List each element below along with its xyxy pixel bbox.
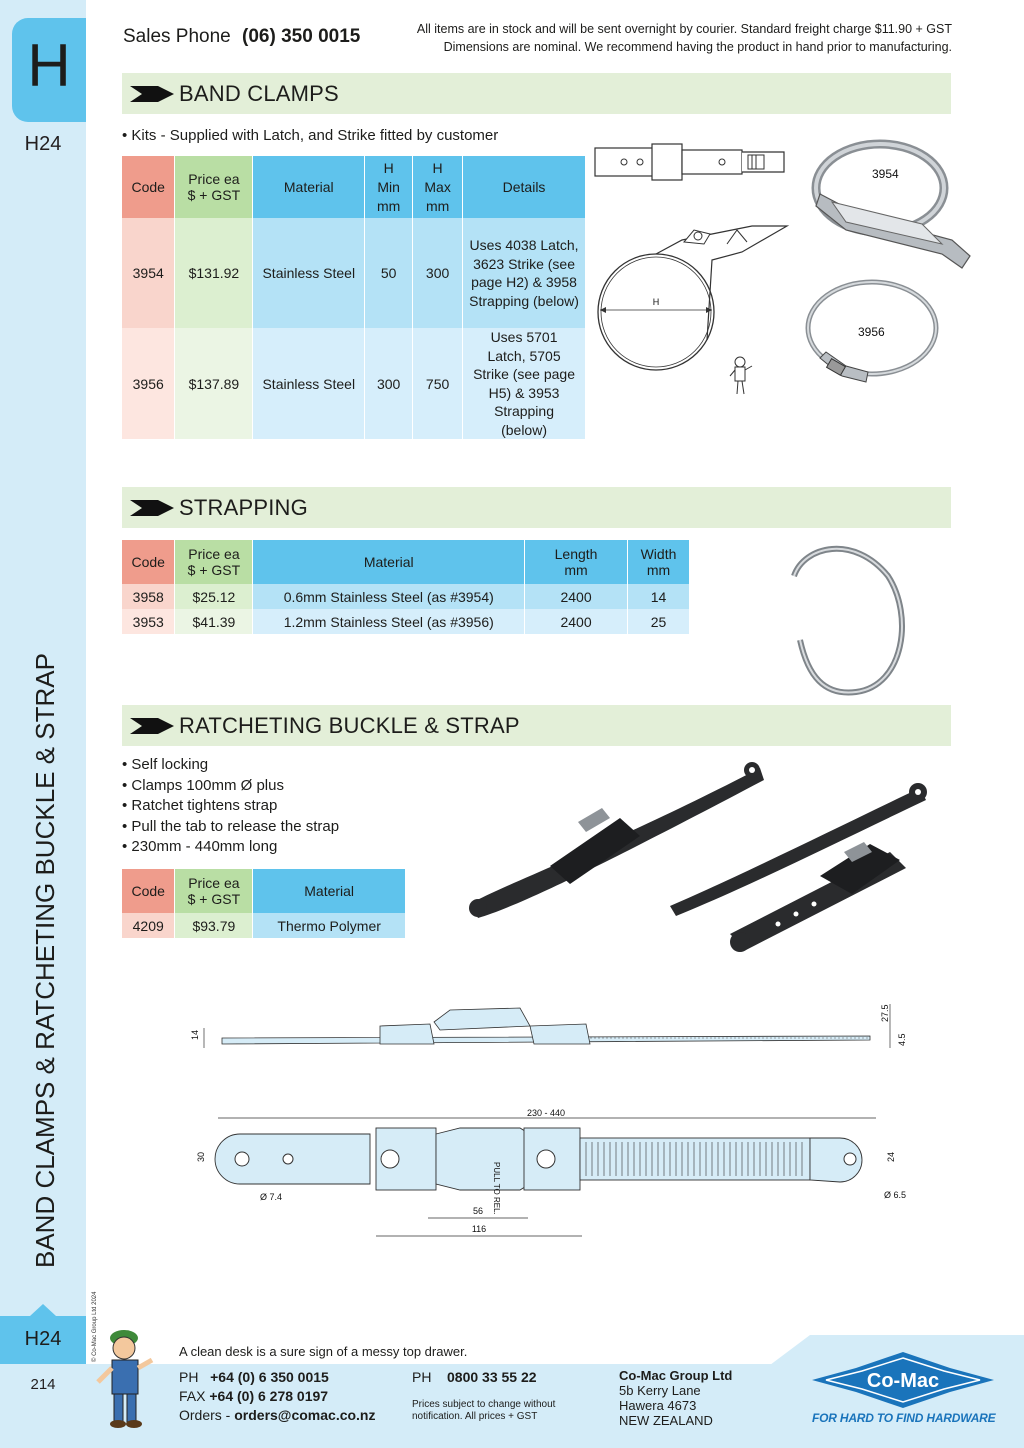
section-arrow-icon xyxy=(130,86,174,102)
col-header-length: Length mm xyxy=(525,540,628,584)
footer-fax xyxy=(179,1387,328,1406)
col-header-price: Price ea $ + GST xyxy=(175,869,253,913)
cell-hmin: 50 xyxy=(365,218,413,328)
cell-code: 3956 xyxy=(122,328,175,439)
dim-hole-right: Ø 6.5 xyxy=(884,1190,907,1200)
cell-code: 3954 xyxy=(122,218,175,328)
disclaimer-line: Prices subject to change without xyxy=(412,1399,556,1410)
phone-label: PH xyxy=(179,1369,199,1385)
fax-label: FAX xyxy=(179,1388,206,1404)
page-code-bottom: H24 xyxy=(24,1328,62,1350)
cell-hmin: 300 xyxy=(365,328,413,439)
diameter-label: H xyxy=(652,297,660,307)
page-code-top: H24 xyxy=(24,133,62,155)
address-line: 5b Kerry Lane xyxy=(619,1383,701,1398)
cell-price: $93.79 xyxy=(175,913,253,938)
clamp-3956-photo xyxy=(802,276,942,392)
table-row xyxy=(122,584,690,609)
sales-phone-label: Sales Phone xyxy=(123,26,231,47)
section-arrow-icon xyxy=(130,718,174,734)
cell-code: 3958 xyxy=(122,584,175,609)
table-row xyxy=(122,913,406,938)
sales-phone xyxy=(123,26,360,48)
cell-material: Stainless Steel xyxy=(253,218,365,328)
footer-phone xyxy=(179,1368,329,1387)
feature-item: • Self locking xyxy=(122,756,209,773)
dim-height-right: 24 xyxy=(886,1151,896,1162)
dim-side-bottom: 4.5 xyxy=(897,1033,907,1046)
ratchet-strap-photo xyxy=(460,756,940,962)
notice-line: All items are in stock and will be sent overnight by courier. Standard freight charge $11.90 + GST xyxy=(416,22,952,36)
company-name: Co-Mac Group Ltd xyxy=(619,1368,733,1383)
notice-line: Dimensions are nominal. We recommend having the product in hand prior to manufacturing. xyxy=(443,40,952,54)
brand-tagline: FOR HARD TO FIND HARDWARE xyxy=(812,1411,996,1425)
vertical-section-title: BAND CLAMPS & RATCHETING BUCKLE & STRAP xyxy=(30,653,60,1268)
phone-number[interactable]: +64 (0) 6 350 0015 xyxy=(210,1369,329,1385)
cell-details: Uses 4038 Latch, 3623 Strike (see page H2) & 3958 Strapping (below) xyxy=(463,218,586,328)
band-clamp-side-drawing xyxy=(592,220,792,400)
section-title: STRAPPING xyxy=(179,495,308,520)
dim-overall: 230 - 440 xyxy=(526,1108,566,1118)
table-row xyxy=(122,328,586,439)
col-header-hmax: H Max mm xyxy=(413,156,463,218)
dim-height-left: 30 xyxy=(196,1151,206,1162)
footer-orders xyxy=(179,1406,376,1425)
logo-text: Co-Mac xyxy=(866,1370,940,1392)
shipping-notice xyxy=(372,20,952,56)
cell-width: 25 xyxy=(628,609,690,634)
ratchet-header xyxy=(122,705,951,746)
address-line: NEW ZEALAND xyxy=(619,1413,713,1428)
dim-side-h: 14 xyxy=(190,1029,200,1040)
dim-side-top: 27.5 xyxy=(880,1004,890,1022)
col-header-hmin: H Min mm xyxy=(365,156,413,218)
table-header-row xyxy=(122,156,586,218)
feature-item: • 230mm - 440mm long xyxy=(122,838,278,856)
cell-material: 1.2mm Stainless Steel (as #3956) xyxy=(253,609,525,634)
cell-code: 4209 xyxy=(122,913,175,938)
col-header-code: Code xyxy=(122,156,175,218)
col-header-code: Code xyxy=(122,540,175,584)
col-header-details: Details xyxy=(463,156,586,218)
orders-label: Orders - xyxy=(179,1407,231,1423)
band-clamps-note: • Kits - Supplied with Latch, and Strike fitted by customer xyxy=(122,127,499,144)
cell-price: $137.89 xyxy=(175,328,253,439)
comac-logo[interactable] xyxy=(810,1350,996,1410)
col-header-material: Material xyxy=(253,869,406,913)
cell-length: 2400 xyxy=(525,584,628,609)
photo-label-3956: 3956 xyxy=(858,325,885,339)
cell-length: 2400 xyxy=(525,609,628,634)
clamp-3954-photo xyxy=(802,136,978,276)
mascot-small-icon xyxy=(730,357,752,394)
col-header-price: Price ea $ + GST xyxy=(175,156,253,218)
ratchet-top-view-drawing xyxy=(190,1104,920,1244)
feature-item: • Pull the tab to release the strap xyxy=(122,817,340,835)
col-header-width: Width mm xyxy=(628,540,690,584)
orders-email-link[interactable]: orders@comac.co.nz xyxy=(234,1407,376,1423)
cell-price: $25.12 xyxy=(175,584,253,609)
cell-hmax: 300 xyxy=(413,218,463,328)
disclaimer-line: notification. All prices + GST xyxy=(412,1411,538,1422)
col-header-price: Price ea $ + GST xyxy=(175,540,253,584)
col-header-material: Material xyxy=(253,156,365,218)
dim-hole-left: Ø 7.4 xyxy=(260,1192,283,1202)
table-row xyxy=(122,609,690,634)
col-header-material: Material xyxy=(253,540,525,584)
cell-width: 14 xyxy=(628,584,690,609)
freephone-number[interactable]: 0800 33 55 22 xyxy=(447,1369,537,1385)
dim-inner: 56 xyxy=(472,1206,484,1216)
band-clamps-header xyxy=(122,73,951,114)
mascot-icon xyxy=(94,1324,158,1430)
cell-material: Thermo Polymer xyxy=(253,913,406,938)
cell-price: $41.39 xyxy=(175,609,253,634)
footer-quote: A clean desk is a sure sign of a messy top drawer. xyxy=(179,1344,468,1359)
feature-item: • Clamps 100mm Ø plus xyxy=(122,776,284,794)
table-row xyxy=(122,218,586,328)
price-disclaimer xyxy=(412,1399,555,1423)
ratchet-side-view-drawing xyxy=(190,1000,920,1060)
cell-details: Uses 5701 Latch, 5705 Strike (see page H5) & 3953 Strapping (below) xyxy=(463,328,586,439)
table-header-row xyxy=(122,540,690,584)
page-number: 214 xyxy=(30,1376,56,1393)
cell-material: 0.6mm Stainless Steel (as #3954) xyxy=(253,584,525,609)
fax-number: +64 (0) 6 278 0197 xyxy=(209,1388,329,1404)
band-clamps-table xyxy=(122,156,586,439)
section-title: BAND CLAMPS xyxy=(179,81,339,106)
freephone-label: PH xyxy=(412,1369,432,1385)
strapping-header xyxy=(122,487,951,528)
ratchet-feature-list xyxy=(122,755,339,858)
footer-freephone xyxy=(412,1368,537,1387)
photo-label-3954: 3954 xyxy=(872,167,899,181)
feature-item: • Ratchet tightens strap xyxy=(122,797,278,815)
strapping-coil-photo xyxy=(784,536,914,698)
address-line: Hawera 4673 xyxy=(619,1398,697,1413)
ratchet-table xyxy=(122,869,406,938)
section-arrow-icon xyxy=(130,500,174,516)
section-title: RATCHETING BUCKLE & STRAP xyxy=(179,713,520,738)
latch-top-view-drawing xyxy=(592,140,788,186)
section-letter: H xyxy=(27,32,71,99)
cell-hmax: 750 xyxy=(413,328,463,439)
cell-price: $131.92 xyxy=(175,218,253,328)
cell-material: Stainless Steel xyxy=(253,328,365,439)
pull-label: PULL TO REL. xyxy=(492,1162,501,1215)
sales-phone-number[interactable]: (06) 350 0015 xyxy=(242,26,361,47)
strapping-table xyxy=(122,540,690,634)
cell-code: 3953 xyxy=(122,609,175,634)
table-header-row xyxy=(122,869,406,913)
dim-buckle: 116 xyxy=(471,1224,487,1234)
copyright-notice: © Co-Mac Group Ltd 2024 xyxy=(92,1291,98,1362)
company-address xyxy=(619,1368,732,1428)
col-header-code: Code xyxy=(122,869,175,913)
